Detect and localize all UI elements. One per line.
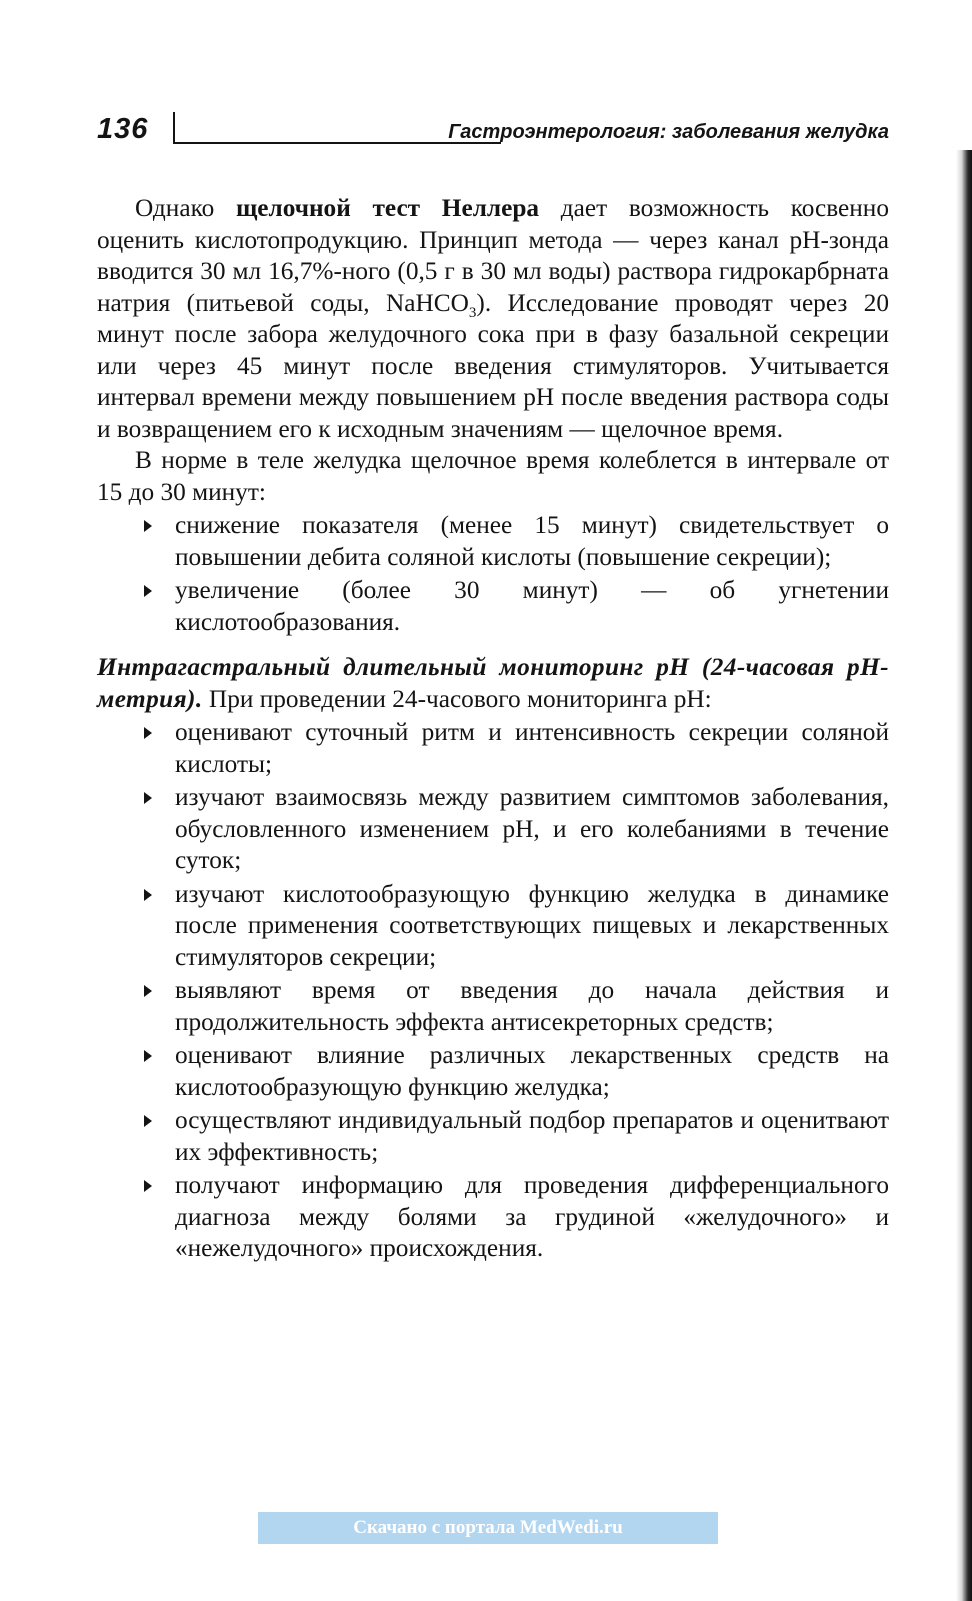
triangle-bullet-icon bbox=[144, 1050, 152, 1062]
list-item-text: изучают взаимосвязь между развитием симптомов заболевания, обусловленного изменением рН, и его колебаниями в течение суток; bbox=[175, 783, 889, 874]
triangle-bullet-icon bbox=[144, 792, 152, 804]
list-item-text: осуществляют индивидуальный подбор препаратов и оценитвают их эффективность; bbox=[175, 1106, 889, 1166]
triangle-bullet-icon bbox=[144, 1115, 152, 1127]
list-item bbox=[97, 1040, 889, 1103]
list-item-text: выявляют время от введения до начала действия и продолжительность эффекта антисекреторных средств; bbox=[175, 976, 889, 1036]
list-item bbox=[97, 1105, 889, 1168]
list-item bbox=[97, 879, 889, 974]
page-body bbox=[97, 193, 889, 1265]
page-number: 136 bbox=[97, 113, 149, 145]
text-run: Однако bbox=[135, 194, 236, 222]
triangle-bullet-icon bbox=[144, 727, 152, 739]
list-item-text: увеличение (более 30 минут) — об угнетении кислотообразования. bbox=[175, 576, 889, 636]
paragraph-neller-test bbox=[97, 193, 889, 445]
paragraph-norm: В норме в теле желудка щелочное время колеблется в интервале от 15 до 30 минут: bbox=[97, 446, 889, 506]
bullet-list-alkaline-time bbox=[97, 510, 889, 638]
list-item bbox=[97, 575, 889, 638]
list-item bbox=[97, 717, 889, 780]
paragraph-ph-monitoring bbox=[97, 652, 889, 715]
triangle-bullet-icon bbox=[144, 520, 152, 532]
triangle-bullet-icon bbox=[144, 585, 152, 597]
text-run: дает возможность косвенно оценить кислотопродукцию. Принцип метода — через канал рН-зонда вводится 30 мл 16,7%-ного (0,5 г в 30 мл воды) раствора гидрокарбрната натрия (питьевой соды, NaHCO bbox=[97, 194, 889, 317]
text-run: При проведении 24-часового мониторинга рН: bbox=[202, 684, 712, 713]
list-item-text: получают информацию для проведения дифференциального диагноза между болями за грудиной «желудочного» и «нежелудочного» происхождения. bbox=[175, 1171, 889, 1262]
triangle-bullet-icon bbox=[144, 1180, 152, 1192]
bullet-list-monitoring bbox=[97, 717, 889, 1265]
triangle-bullet-icon bbox=[144, 889, 152, 901]
list-item-text: изучают кислотообразующую функцию желудка в динамике после применения соответствующих пищевых и лекарственных стимуляторов секреции; bbox=[175, 879, 889, 971]
list-item-text: снижение показателя (менее 15 минут) свидетельствует о повышении дебита соляной кислоты (повышение секреции); bbox=[175, 511, 889, 571]
section-heading: Интрагастральный длительный мониторинг рН (24-часовая рН-метрия). bbox=[97, 653, 889, 713]
list-item bbox=[97, 1170, 889, 1265]
running-head: Гастроэнтерология: заболевания желудка bbox=[448, 121, 889, 143]
list-item bbox=[97, 782, 889, 877]
subscript: 3 bbox=[468, 304, 477, 321]
scan-edge-shadow bbox=[956, 150, 972, 1601]
page-header bbox=[97, 112, 889, 148]
list-item bbox=[97, 510, 889, 573]
bold-term: щелочной тест Неллера bbox=[235, 194, 540, 222]
list-item-text: оценивают суточный ритм и интенсивность секреции соляной кислоты; bbox=[175, 718, 889, 778]
triangle-bullet-icon bbox=[144, 985, 152, 997]
list-item-text: оценивают влияние различных лекарственных средств на кислотообразующую функцию желудка; bbox=[175, 1041, 889, 1101]
list-item bbox=[97, 975, 889, 1038]
text-run: ). Исследование проводят через 20 минут после забора желудочного сока при в фазу базальной секреции или через 45 минут после введения стимуляторов. Учитывается интервал времени между повышением рН после введения раствора соды и возвращением его к исходным значениям — щелочное время. bbox=[97, 288, 890, 443]
download-watermark: Скачано с портала MedWedi.ru bbox=[258, 1512, 718, 1544]
